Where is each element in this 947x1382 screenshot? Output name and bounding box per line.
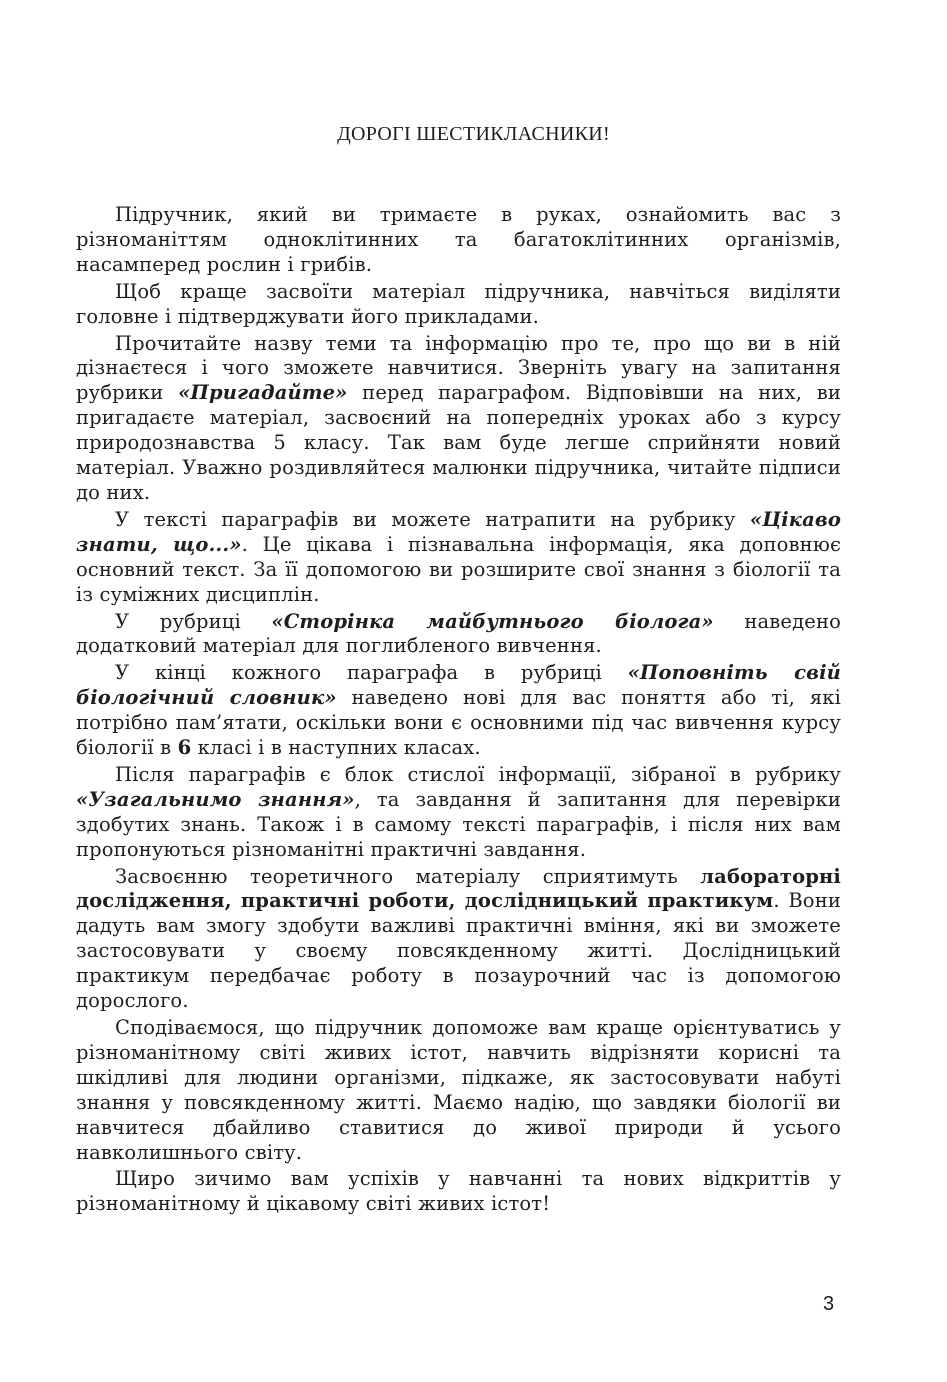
paragraph-hope: Сподіваємося, що підручник допоможе вам краще орієнтуватись у різноманітному світі живих істот, навчить відрізняти корисні та шкідливі для людини організми, підкаже, як застосовувати набуті знання у повсякденному житті. Маємо надію, що завдяки біології ви навчитеся дбайливо ставитися до живої природи й усього навколишнього світу. — [76, 1016, 841, 1164]
paragraph-intro: Підручник, який ви тримаєте в руках, ознайомить вас з різноманіттям одноклітинних та багатоклітинних організмів, насамперед рослин і грибів. — [76, 203, 841, 276]
paragraph-text: наведено додатковий матеріал для поглибленого вивчення. — [76, 609, 841, 658]
paragraph-wishes: Щиро зичимо вам успіхів у навчанні та нових відкриттів у різноманітному й цікавому світі живих істот! — [76, 1167, 841, 1216]
paragraph-text: , та завдання й запитання для перевірки здобутих знань. Також і в самому тексті параграфів, і після них вам пропонуються різноманітні практичні завдання. — [76, 787, 841, 861]
rubric-name: «Поповніть свій біологічний словник» — [76, 661, 841, 710]
paragraph-interesting-rubric — [76, 508, 841, 608]
paragraph-remember-rubric — [76, 332, 841, 506]
paragraph-future-biologist-rubric — [76, 610, 841, 660]
paragraph-text: У тексті параграфів ви можете натрапити на рубрику — [115, 507, 750, 531]
paragraph-text: наведено нові для вас поняття або ті, які потрібно пам’ятати, оскільки вони є основними під час вивчення курсу біології в — [76, 686, 841, 760]
grade-number: 6 — [177, 736, 192, 760]
body-text — [76, 203, 841, 1217]
paragraph-dictionary-rubric — [76, 661, 841, 761]
paragraph-text: У рубриці — [115, 609, 272, 633]
paragraph-practical-work — [76, 865, 841, 1014]
paragraph-text: класі і в наступних класах. — [191, 736, 481, 760]
rubric-name: «Сторінка майбутнього біолога» — [271, 609, 714, 633]
paragraph-text: Прочитайте назву теми та інформацію про те, про що ви в ній дізнаєтеся і чого зможете навчитися. Зверніть увагу на запитання рубрики — [76, 331, 841, 405]
rubric-name: «Цікаво знати, що...» — [76, 507, 841, 556]
emphasized-text: лабораторні дослідження, практичні роботи, дослідницький практикум — [76, 864, 841, 913]
paragraph-study-tip: Щоб краще засвоїти матеріал підручника, навчіться виділяти головне і підтверджувати його прикладами. — [76, 279, 841, 328]
page-number: 3 — [823, 1293, 835, 1315]
paragraph-text: . Це цікава і пізнавальна інформація, яка доповнює основний текст. За її допомогою ви розширите свої знання з біології та із суміжних дисциплін. — [76, 532, 842, 606]
paragraph-summary-rubric — [76, 763, 841, 863]
paragraph-text: Засвоєнню теоретичного матеріалу сприятимуть — [115, 864, 701, 888]
rubric-name: «Узагальнимо знання» — [76, 787, 355, 811]
paragraph-text: У кінці кожного параграфа в рубриці — [115, 661, 628, 685]
page-title: ДОРОГІ ШЕСТИКЛАСНИКИ! — [337, 123, 610, 145]
rubric-name: «Пригадайте» — [178, 381, 348, 405]
paragraph-text: Після параграфів є блок стислої інформації, зібраної в рубрику — [115, 762, 841, 786]
paragraph-text: перед параграфом. Відповівши на них, ви пригадаєте матеріал, засвоєний на попередніх уроках або з курсу природознавства 5 класу. Так вам буде легше сприйняти новий матеріал. Уважно роздивляйтеся малюнки підручника, читайте підписи до них. — [76, 381, 841, 504]
paragraph-text: . Вони дадуть вам змогу здобути важливі практичні вміння, які ви зможете застосовувати у своєму повсякденному житті. Дослідницький практикум передбачає роботу в позаурочний час із допомогою дорослого. — [76, 889, 841, 1013]
